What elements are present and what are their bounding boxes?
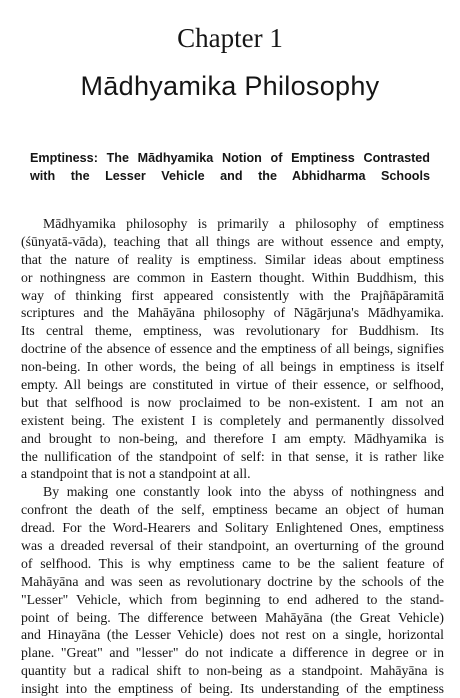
text-line: a standpoint that is not a standpoint at all.	[21, 466, 251, 482]
text-line: Mahāyāna and was seen as revolutionary doctrine by the schools of the	[21, 573, 444, 589]
text-line: or nothingness are common in Eastern thought. Within Buddhism, this	[21, 269, 444, 285]
paragraph-2	[21, 483, 444, 698]
text-line: empty. All beings are constituted in virtue of their essence, or selfhood,	[21, 377, 444, 393]
text-line: and brought to non-being, and therefore I am empty. Mādhyamika is	[21, 430, 444, 446]
text-line: "Lesser" Vehicle, which from beginning to end adhered to the stand-	[21, 591, 444, 607]
text-line: scriptures and the Mahāyāna philosophy of Nāgārjuna's Mādhyamika.	[21, 305, 444, 321]
text-line: quantity but a radical shift to non-being as a standpoint. Mahāyāna is	[21, 663, 444, 679]
text-line: that the nature of reality is emptiness. Similar ideas about emptiness	[21, 251, 444, 267]
section-heading-line: Emptiness: The Mādhyamika Notion of Emptiness Contrasted	[30, 151, 430, 165]
text-line: of selfhood. This is why emptiness came to be the salient feature of	[21, 555, 444, 571]
text-line: insight into the emptiness of being. Its understanding of the emptiness	[21, 681, 444, 697]
section-heading	[30, 150, 430, 186]
text-line: was a dreaded reversal of their standpoint, an overturning of the ground	[21, 538, 444, 554]
paragraph-1	[21, 215, 444, 483]
text-line: (śūnyatā-vāda), teaching that all things are without essence and empty,	[21, 233, 444, 249]
section-heading-line: with the Lesser Vehicle and the Abhidharma Schools	[30, 168, 430, 183]
text-line: but that selfhood is now proclaimed to be non-existent. I am not an	[21, 394, 444, 410]
text-line: and Hinayāna (the Lesser Vehicle) does not rest on a single, horizontal	[21, 627, 444, 643]
text-line: non-being. In other words, the being of all beings in emptiness is itself	[21, 359, 444, 375]
text-line: plane. "Great" and "lesser" do not indicate a difference in degree or in	[21, 645, 444, 661]
text-line: existent being. The existent I is completely and permanently dissolved	[21, 412, 444, 428]
text-line: Its central theme, emptiness, was revolutionary for Buddhism. Its	[21, 323, 444, 339]
text-line: dread. For the Word-Hearers and Solitary Enlightened Ones, emptiness	[21, 520, 444, 536]
text-line: confront the death of the self, emptiness became an object of human	[21, 502, 444, 518]
chapter-title: Mādhyamika Philosophy	[80, 71, 380, 101]
body-text	[21, 215, 444, 698]
chapter-label: Chapter 1	[177, 23, 283, 53]
text-line: By making one constantly look into the abyss of nothingness and	[43, 484, 444, 500]
text-line: the nullification of the standpoint of self: in that sense, it is rather like	[21, 448, 444, 464]
text-line: doctrine of the absence of essence and the emptiness of all beings, signifies	[21, 341, 444, 357]
text-line: point of being. The difference between Mahāyāna (the Great Vehicle)	[21, 609, 444, 625]
text-line: way of thinking first appeared consistently with the Prajñāpāramitā	[21, 287, 444, 303]
text-line: Mādhyamika philosophy is primarily a philosophy of emptiness	[43, 216, 444, 231]
